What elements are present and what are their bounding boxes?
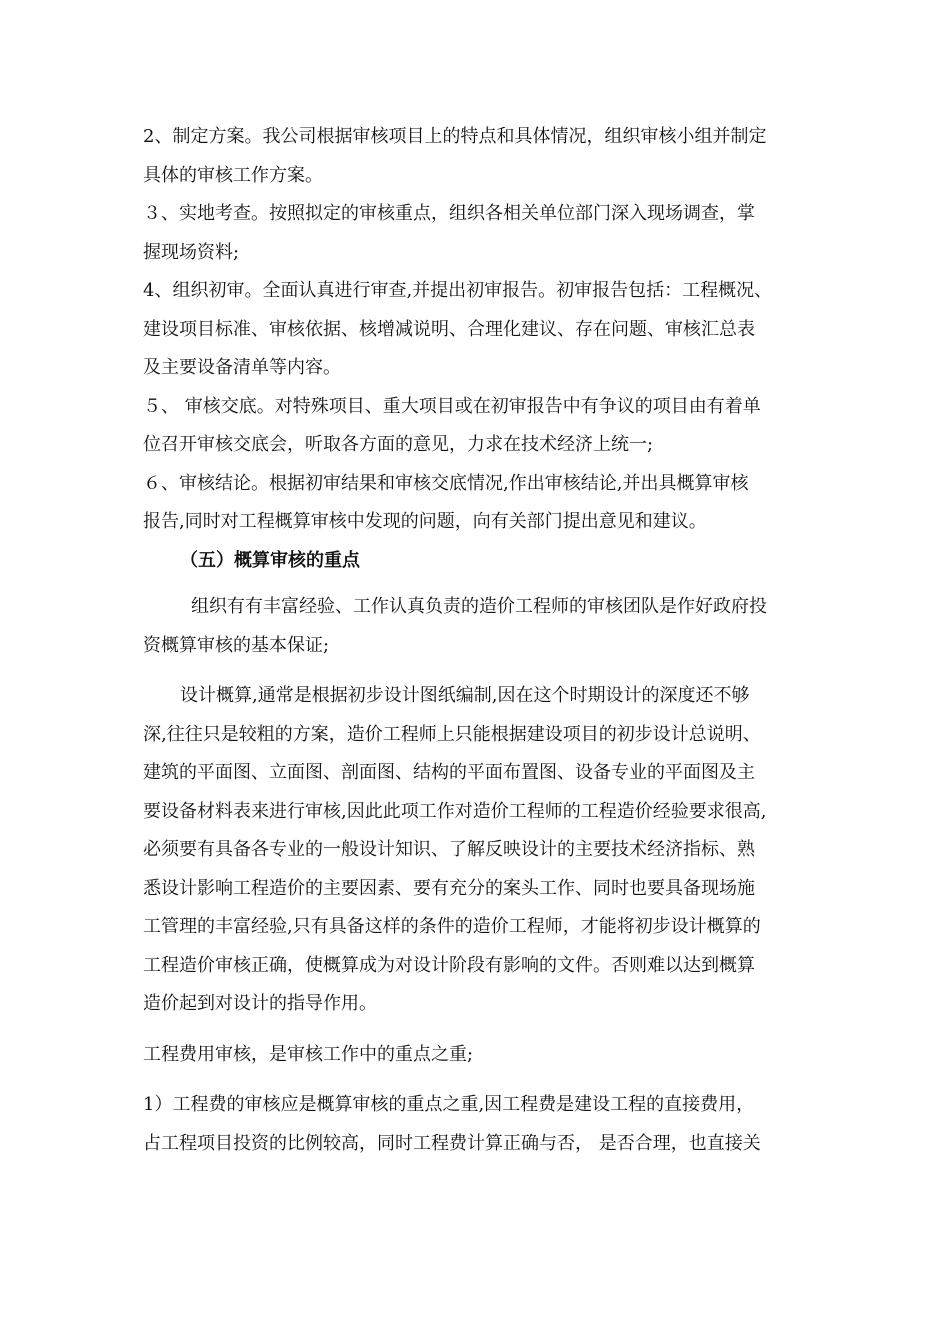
section-paragraph-3	[143, 1036, 808, 1075]
text-line: 深,往往只是较粗的方案，造价工程师上只能根据建设项目的初步设计总说明、	[143, 723, 761, 745]
text-line: 组织有有丰富经验、工作认真负责的造价工程师的审核团队是作好政府投	[191, 596, 767, 617]
step-3-paragraph	[143, 195, 808, 272]
section-paragraph-2	[143, 677, 808, 1024]
text-line: 报告,同时对工程概算审核中发现的问题，向有关部门提出意见和建议。	[143, 511, 707, 532]
spacer	[143, 1024, 808, 1036]
text-line: 工管理的丰富经验,只有具备这样的条件的造价工程师，才能将初步设计概算的	[143, 916, 761, 937]
text-line: 建设项目标准、审核依据、核增减说明、合理化建议、存在问题、审核汇总表	[143, 318, 755, 340]
text-line: 工程造价审核正确，使概算成为对设计阶段有影响的文件。否则难以达到概算	[143, 954, 755, 976]
text-line: 要设备材料表来进行审核,因此此项工作对造价工程师的工程造价经验要求很高,	[143, 800, 767, 822]
section-paragraph-1	[143, 588, 808, 665]
text-line: ３、实地考查。按照拟定的审核重点，组织各相关单位部门深入现场调查，掌	[143, 203, 755, 224]
text-line: ５、 审核交底。对特殊项目、重大项目或在初审报告中有争议的项目由有着单	[143, 395, 761, 417]
text-line: 悉设计影响工程造价的主要因素、要有充分的案头工作、同时也要具备现场施	[143, 877, 755, 899]
text-line: 1）工程费的审核应是概算审核的重点之重,因工程费是建设工程的直接费用，	[143, 1094, 755, 1115]
step-5-paragraph	[143, 388, 808, 465]
text-line: 及主要设备清单等内容。	[143, 357, 341, 378]
text-line: 造价起到对设计的指导作用。	[143, 993, 377, 1014]
text-line: 工程费用审核，是审核工作中的重点之重;	[143, 1043, 474, 1065]
text-line: 设计概算,通常是根据初步设计图纸编制,因在这个时期设计的深度还不够	[180, 685, 750, 706]
section-paragraph-4	[143, 1086, 808, 1163]
text-line: 2、制定方案。我公司根据审核项目上的特点和具体情况，组织审核小组并制定	[143, 126, 767, 147]
document-body	[143, 118, 808, 1163]
text-line: ６、审核结论。根据初审结果和审核交底情况,作出审核结论,并出具概算审核	[143, 472, 749, 494]
spacer	[143, 580, 808, 588]
text-line: 建筑的平面图、立面图、剖面图、结构的平面布置图、设备专业的平面图及主	[143, 762, 755, 783]
section-heading: （五）概算审核的重点	[180, 549, 360, 571]
step-6-paragraph	[143, 465, 808, 542]
text-line: 具体的审核工作方案。	[143, 164, 323, 186]
step-2-paragraph	[143, 118, 808, 195]
text-line: 资概算审核的基本保证;	[143, 634, 330, 656]
text-line: 占工程项目投资的比例较高，同时工程费计算正确与否， 是否合理，也直接关	[143, 1132, 761, 1154]
text-line: 4、组织初审。全面认真进行审查,并提出初审报告。初审报告包括：工程概况、	[143, 280, 773, 301]
text-line: 握现场资料;	[143, 241, 240, 263]
text-line: 位召开审核交底会，听取各方面的意见，力求在技术经济上统一;	[143, 434, 654, 455]
text-line: 必须要有具备各专业的一般设计知识、了解反映设计的主要技术经济指标、熟	[143, 839, 755, 860]
spacer	[143, 1074, 808, 1086]
step-4-paragraph	[143, 272, 808, 388]
spacer	[143, 665, 808, 677]
